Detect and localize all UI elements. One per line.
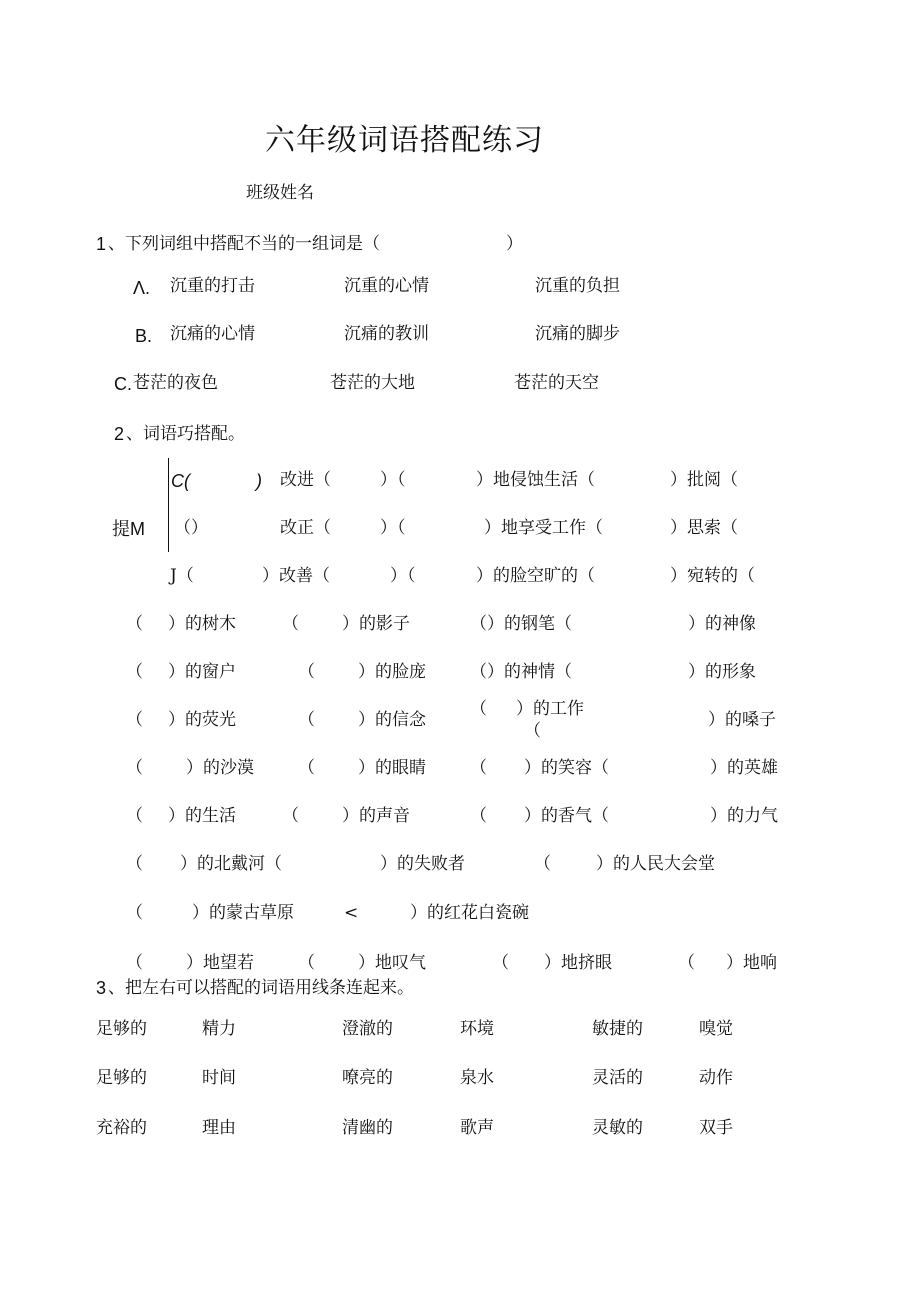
- blank-item: （: [126, 854, 143, 874]
- blank-item: ）的英雄: [710, 758, 778, 778]
- q1-number: 1: [96, 234, 107, 254]
- blank-item: （: [126, 710, 143, 730]
- match-word: 双手: [699, 1118, 733, 1138]
- blank-item: ）的生活: [168, 806, 236, 826]
- match-word: 嗅觉: [699, 1019, 733, 1039]
- blank-item: （: [126, 614, 143, 634]
- blank-item: ）的影子: [342, 614, 410, 634]
- blank-item: ）的红花白瓷碗: [410, 903, 529, 923]
- match-word: 清幽的: [342, 1118, 393, 1138]
- blank-item: （）的钢笔（: [470, 614, 572, 634]
- q1-option-b-item: 沉痛的心情: [170, 324, 255, 344]
- q1-option-a-label: Λ.: [133, 278, 151, 298]
- blank-item: C(: [171, 471, 190, 491]
- blank-item: <: [344, 903, 359, 923]
- blank-item: ）宛转的（: [670, 566, 755, 586]
- blank-item: （: [126, 903, 143, 923]
- blank-item: ）的声音: [342, 806, 410, 826]
- q1-text: 、下列词组中搭配不当的一组词是（: [108, 234, 380, 254]
- q1-option-a-item: 沉重的打击: [170, 276, 255, 296]
- blank-item: ）的眼睛: [358, 758, 426, 778]
- blank-item: （: [282, 806, 299, 826]
- blank-item: ): [256, 471, 262, 491]
- match-word: 泉水: [460, 1068, 494, 1088]
- blank-item: ）地响: [726, 953, 777, 973]
- q1-option-b-item: 沉痛的教训: [344, 324, 429, 344]
- blank-item: （: [126, 758, 143, 778]
- blank-item: ）的脸空旷的（: [476, 566, 595, 586]
- match-word: 理由: [202, 1118, 236, 1138]
- blank-item: ）地侵蚀生活（: [476, 470, 595, 490]
- blank-item: ）的北戴河（: [180, 854, 282, 874]
- match-word: 敏捷的: [592, 1019, 643, 1039]
- blank-item: （: [126, 806, 143, 826]
- blank-item: 改进（: [280, 470, 331, 490]
- q3-text: 、把左右可以搭配的词语用线条连起来。: [108, 978, 414, 998]
- blank-item: ）的失败者: [380, 854, 465, 874]
- blank-item: （: [492, 953, 509, 973]
- blank-item: ）地望若: [186, 953, 254, 973]
- blank-item: ）（: [380, 518, 406, 538]
- q1-option-c-item: 苍茫的夜色: [133, 373, 218, 393]
- blank-item: ）的沙漠: [186, 758, 254, 778]
- q1-option-b-label: B.: [135, 326, 153, 346]
- match-word: 歌声: [460, 1118, 494, 1138]
- q2-number: 2: [114, 424, 125, 444]
- match-word: 足够的: [96, 1019, 147, 1039]
- q2-text: 、词语巧搭配。: [126, 424, 245, 444]
- blank-item: （: [282, 614, 299, 634]
- blank-item: ）（: [380, 470, 406, 490]
- blank-item: （: [298, 662, 315, 682]
- match-word: 精力: [202, 1019, 236, 1039]
- match-word: 嘹亮的: [342, 1068, 393, 1088]
- blank-item: （）: [174, 518, 208, 538]
- q3-number: 3: [96, 978, 107, 998]
- match-word: 足够的: [96, 1068, 147, 1088]
- blank-item: 改正（: [280, 518, 331, 538]
- blank-item: ）的荧光: [168, 710, 236, 730]
- blank-item: ）的嗓子: [708, 710, 776, 730]
- bracket-line: [168, 458, 169, 552]
- blank-item: ）的香气（: [524, 806, 609, 826]
- q1-option-b-item: 沉痛的脚步: [535, 324, 620, 344]
- blank-item: ）的神像: [688, 614, 756, 634]
- blank-item: ）的窗户: [168, 662, 236, 682]
- blank-item: ）的力气: [710, 806, 778, 826]
- blank-item: （: [678, 953, 695, 973]
- q1-close-paren: ）: [506, 234, 523, 254]
- blank-item: ）批阅（: [670, 470, 738, 490]
- q1-option-c-item: 苍茫的天空: [514, 373, 599, 393]
- blank-item: ）的人民大会堂: [596, 854, 715, 874]
- blank-item: ）的形象: [688, 662, 756, 682]
- q1-option-a-item: 沉重的心情: [344, 276, 429, 296]
- blank-item: （: [298, 953, 315, 973]
- blank-item: （: [298, 710, 315, 730]
- match-word: 环境: [460, 1019, 494, 1039]
- blank-item: （: [524, 721, 541, 741]
- blank-item: J（: [170, 566, 194, 586]
- blank-item: （）的神情（: [470, 662, 572, 682]
- blank-item: ）的工作: [516, 699, 584, 719]
- q1-option-c-item: 苍茫的大地: [330, 373, 415, 393]
- blank-item: （: [126, 662, 143, 682]
- blank-item: ）改善（: [262, 566, 330, 586]
- class-name-label: 班级姓名: [246, 183, 314, 203]
- q1-option-a-item: 沉重的负担: [535, 276, 620, 296]
- match-word: 灵敏的: [592, 1118, 643, 1138]
- page-title: 六年级词语搭配练习: [265, 123, 544, 158]
- q2-side-label: 提M: [112, 519, 145, 539]
- blank-item: （: [470, 758, 487, 778]
- match-word: 动作: [699, 1068, 733, 1088]
- match-word: 澄澈的: [342, 1019, 393, 1039]
- blank-item: （: [470, 806, 487, 826]
- match-word: 充裕的: [96, 1118, 147, 1138]
- blank-item: ）的信念: [358, 710, 426, 730]
- blank-item: ）的树木: [168, 614, 236, 634]
- blank-item: ）地叹气: [358, 953, 426, 973]
- match-word: 灵活的: [592, 1068, 643, 1088]
- blank-item: （: [534, 854, 551, 874]
- blank-item: ）地享受工作（: [484, 518, 603, 538]
- blank-item: ）（: [390, 566, 416, 586]
- blank-item: （: [470, 699, 487, 719]
- blank-item: ）地挤眼: [544, 953, 612, 973]
- blank-item: ）的脸庞: [358, 662, 426, 682]
- match-word: 时间: [202, 1068, 236, 1088]
- q1-option-c-label: C.: [114, 374, 132, 394]
- blank-item: ）的笑容（: [524, 758, 609, 778]
- blank-item: ）思索（: [670, 518, 738, 538]
- blank-item: （: [126, 953, 143, 973]
- blank-item: （: [298, 758, 315, 778]
- blank-item: ）的蒙古草原: [192, 903, 294, 923]
